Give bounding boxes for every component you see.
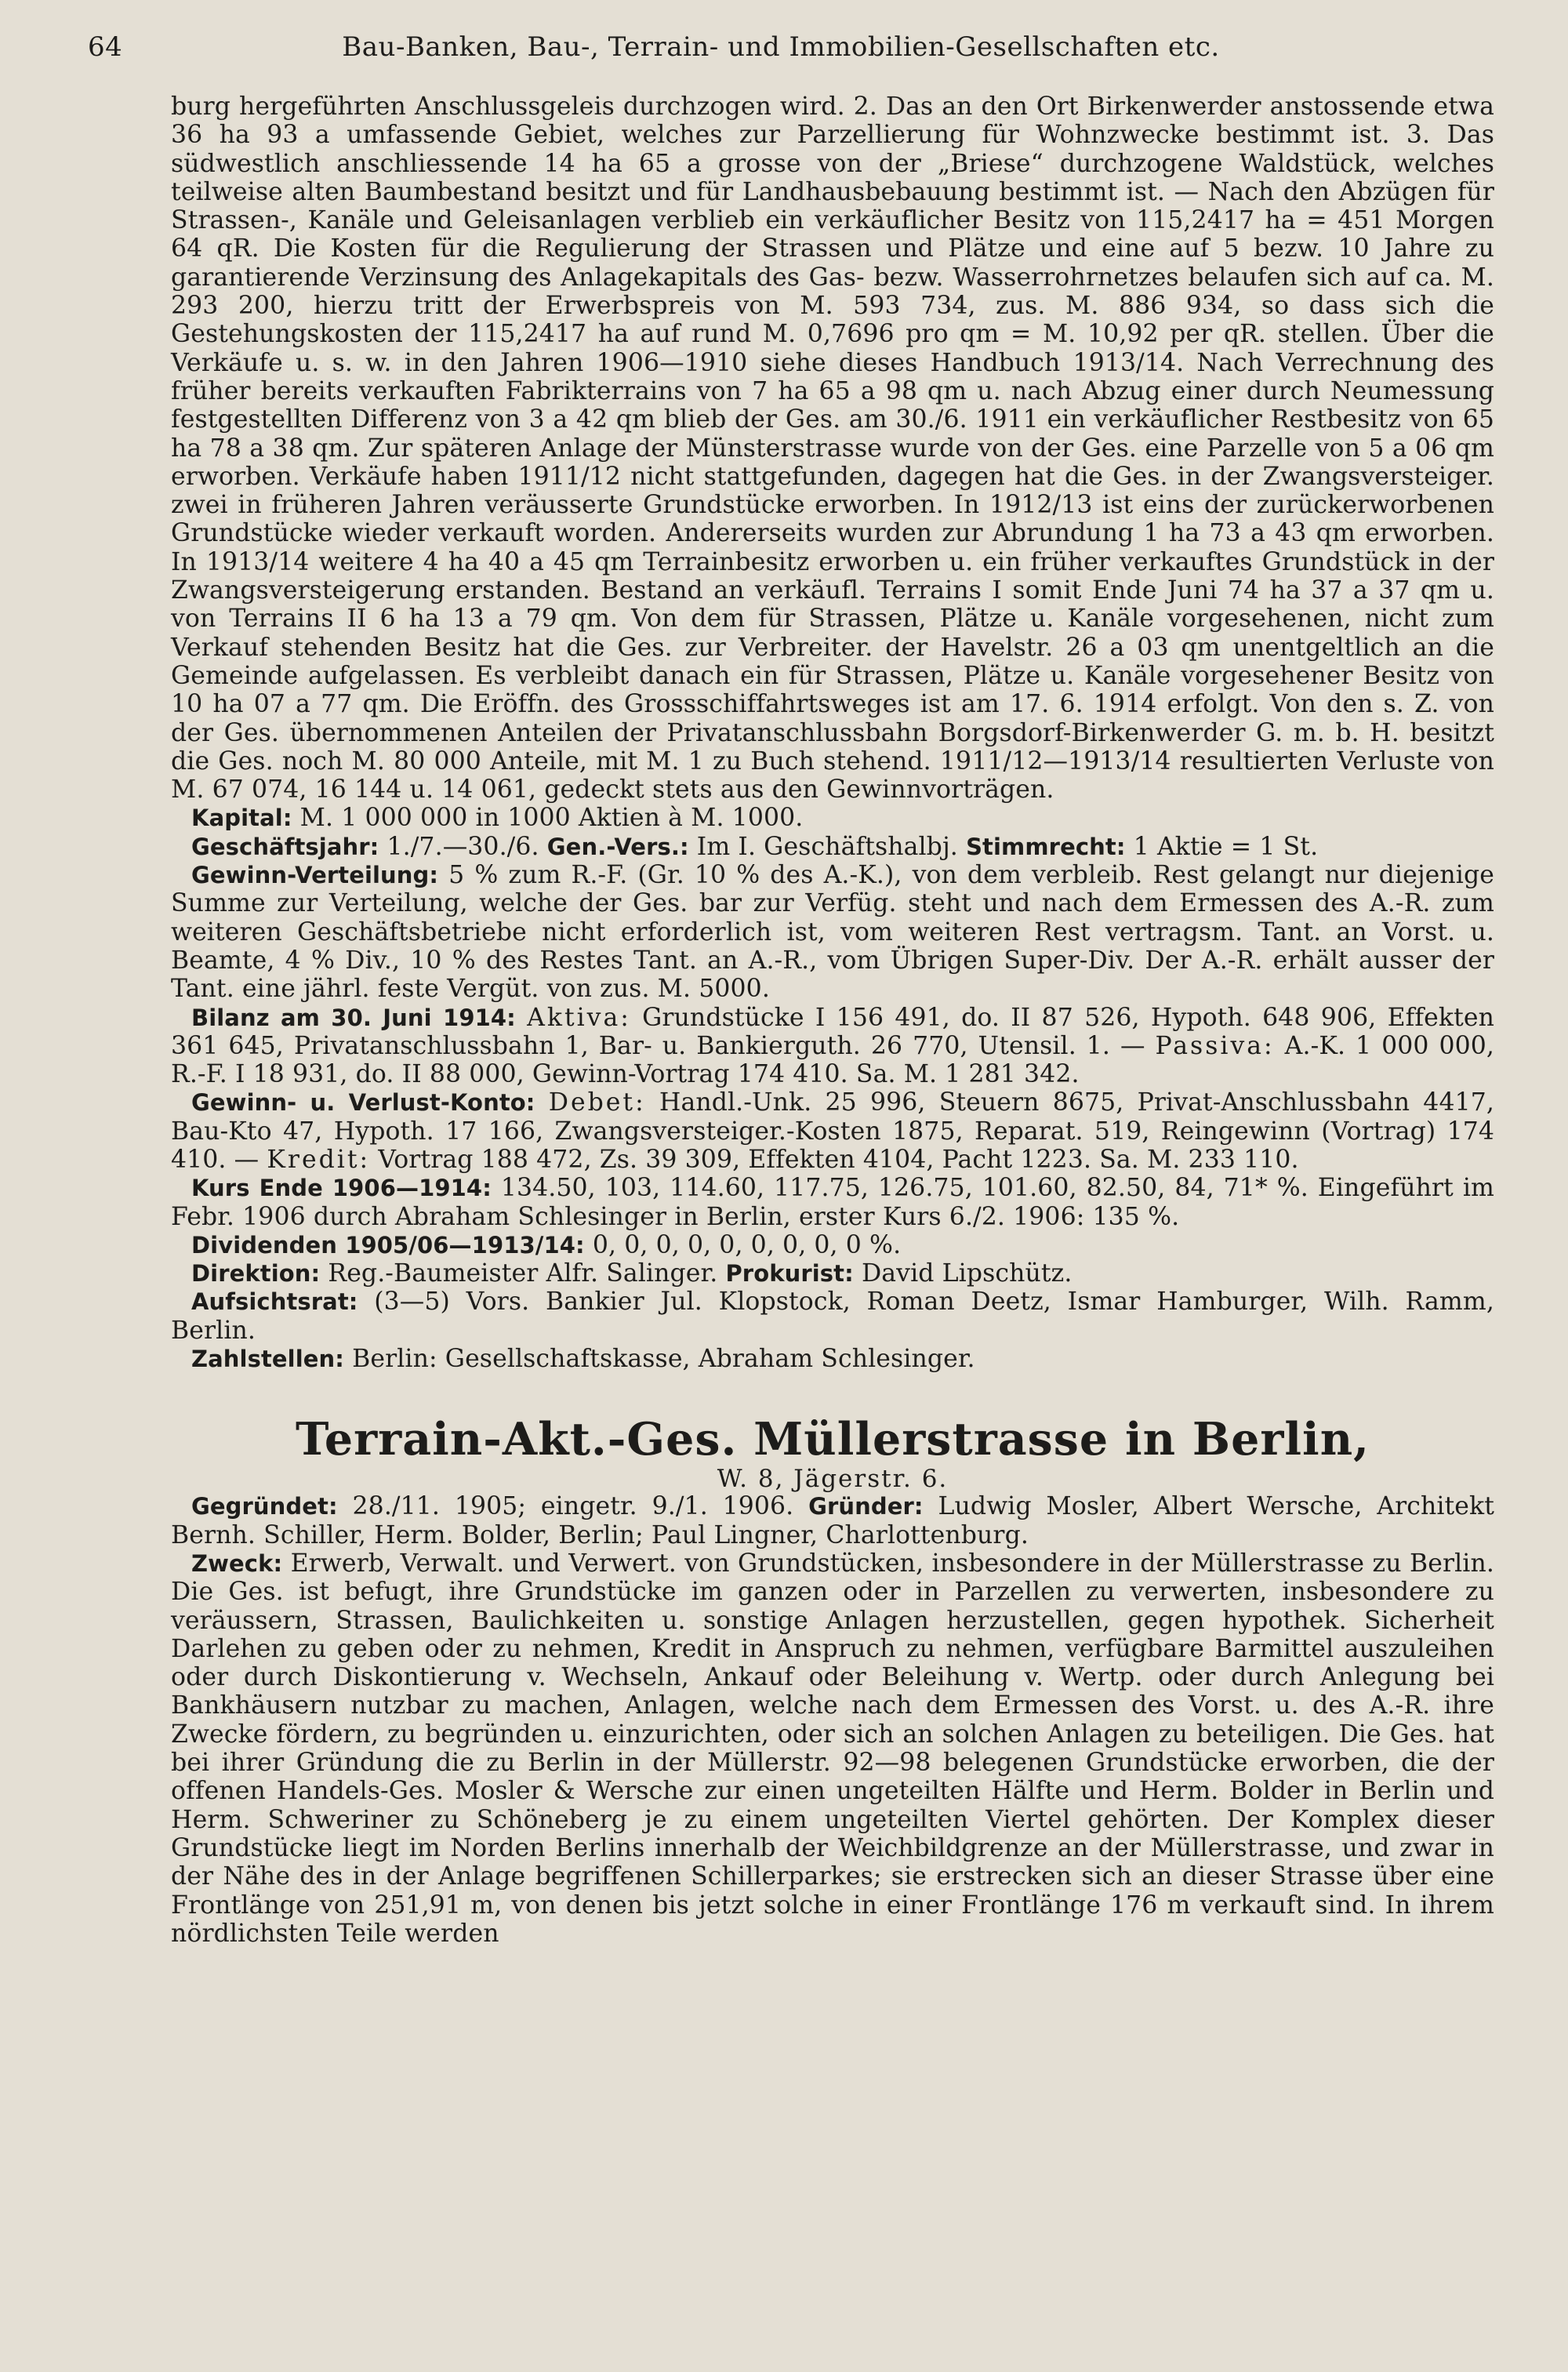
direktion-label: Direktion:: [191, 1260, 321, 1288]
bilanz-entry: [171, 1004, 1494, 1089]
dividenden-text: 0, 0, 0, 0, 0, 0, 0, 0, 0 %.: [592, 1230, 902, 1259]
gewinn-verteilung-text: 5 % zum R.-F. (Gr. 10 % des A.-K.), von dem verbleib. Rest gelangt nur diejenige Summe zur Verteilung, welche der Ges. bar zur Verfüg. steht und nach dem Ermessen des A.-R. zum weiteren Geschäftsbetriebe nicht erforderlich ist, vom weiteren Rest vertragsm. Tant. an Vorst. u. Beamte, 4 % Div., 10 % des Restes Tant. an A.-R., vom Übrigen Super-Div. Der A.-R. erhält ausser der Tant. eine jährl. feste Vergüt. von zus. M. 5000.: [171, 861, 1494, 1004]
zweck-label: Zweck:: [191, 1549, 283, 1577]
bilanz-aktiva-text: Grundstücke I 156 491, do. II 87 526, Hypoth. 648 906, Effekten 361 645, Privatanschlussbahn 1, Bar- u. Bankierguth. 26 770, Utensil. 1. —: [171, 1003, 1495, 1060]
gegruendet-entry: [171, 1492, 1494, 1549]
zahlstellen-text: Berlin: Gesellschaftskasse, Abraham Schlesinger.: [352, 1345, 975, 1374]
page-header: [88, 31, 1474, 71]
page-body: [171, 93, 1494, 1948]
geschaeftsjahr-text: 1./7.—30./6.: [387, 832, 539, 861]
company-title: Terrain-Akt.-Ges. Müllerstrasse in Berlin,: [296, 1413, 1370, 1466]
stimmrecht-text: 1 Aktie = 1 St.: [1133, 832, 1319, 861]
gegruendet-text: 28./11. 1905; eingetr. 9./1. 1906.: [352, 1492, 794, 1521]
passiva-word: Passiva:: [1155, 1031, 1275, 1060]
genvers-label: Gen.-Vers.:: [546, 833, 689, 860]
aktiva-word: Aktiva:: [527, 1003, 631, 1032]
page-number: 64: [88, 31, 123, 63]
aufsichtsrat-text: (3—5) Vors. Bankier Jul. Klopstock, Roman Deetz, Ismar Hamburger, Wilh. Ramm, Berlin.: [171, 1288, 1494, 1345]
bilanz-label: Bilanz am 30. Juni 1914:: [191, 1004, 516, 1031]
terrain-description: [171, 93, 1494, 804]
prokurist-label: Prokurist:: [725, 1260, 854, 1288]
guv-debet-text: Handl.-Unk. 25 996, Steuern 8675, Privat-Anschlussbahn 4417, Bau-Kto 47, Hypoth. 17 166, Zwangsversteiger.-Kosten 1875, Reparat. 519, Reingewinn (Vortrag) 174 410. —: [171, 1088, 1494, 1174]
kurs-entry: [171, 1174, 1494, 1231]
kurs-label: Kurs Ende 1906—1914:: [191, 1175, 492, 1202]
kapital-text: M. 1 000 000 in 1000 Aktien à M. 1000.: [299, 804, 804, 833]
geschaeftsjahr-label: Geschäftsjahr:: [191, 833, 379, 860]
gruender-text: Ludwig Mosler, Albert Wersche, Architekt Bernh. Schiller, Herm. Bolder, Berlin; Paul Lingner, Charlottenburg.: [171, 1492, 1494, 1549]
direktion-text: Reg.-Baumeister Alfr. Salinger.: [328, 1259, 718, 1288]
zweck-text: Erwerb, Verwalt. und Verwert. von Grundstücken, insbesondere in der Müllerstrasse zu Berlin. Die Ges. ist befugt, ihre Grundstücke im ganzen oder in Parzellen zu verwerten, insbesondere zu veräussern, Strassen, Baulichkeiten u. sonstige Anlagen herzustellen, gegen hypothek. Sicherheit Darlehen zu geben oder zu nehmen, Kredit in Anspruch zu nehmen, verfügbare Barmittel auszuleihen oder durch Diskontierung v. Wechseln, Ankauf oder Beleihung v. Wertp. oder durch Anlegung bei Bankhäusern nutzbar zu machen, Anlagen, welche nach dem Ermessen des Vorst. u. des A.-R. ihre Zwecke fördern, zu begründen u. einzurichten, oder sich an solchen Anlagen zu beteiligen. Die Ges. hat bei ihrer Gründung die zu Berlin in der Müllerstr. 92—98 belegenen Grundstücke erworben, die der offenen Handels-Ges. Mosler & Wersche zur einen ungeteilten Hälfte und Herm. Bolder in Berlin und Herm. Schweriner zu Schöneberg je zu einem ungeteilten Viertel gehörten. Der Komplex dieser Grundstücke liegt im Norden Berlins innerhalb der Weichbildgrenze an der Müllerstrasse, und zwar in der Nähe des in der Anlage begriffenen Schillerparkes; sie erstrecken sich an dieser Strasse über eine Frontlänge von 251,91 m, von denen bis jetzt solche in einer Frontlänge 176 m verkauft sind. In ihrem nördlichsten Teile werden: [171, 1549, 1494, 1948]
kapital-entry: [171, 804, 1494, 832]
gewinn-verteilung-entry: [171, 861, 1494, 1003]
bilanz-passiva-text: A.-K. 1 000 000, R.-F. I 18 931, do. II 88 000, Gewinn-Vortrag 174 410. Sa. M. 1 281 342.: [171, 1031, 1494, 1089]
guv-label: Gewinn- u. Verlust-Konto:: [191, 1089, 535, 1117]
kredit-word: Kredit:: [267, 1145, 371, 1174]
aufsichtsrat-label: Aufsichtsrat:: [191, 1288, 358, 1316]
address-prefix: W. 8,: [717, 1465, 785, 1494]
zweck-entry: [171, 1549, 1494, 1948]
aufsichtsrat-entry: [171, 1288, 1494, 1345]
debet-word: Debet:: [548, 1088, 646, 1117]
guv-entry: [171, 1088, 1494, 1174]
dividenden-label: Dividenden 1905/06—1913/14:: [191, 1231, 585, 1259]
company-address: [171, 1466, 1494, 1492]
direktion-entry: [171, 1259, 1494, 1288]
gegruendet-label: Gegründet:: [191, 1493, 338, 1520]
kapital-label: Kapital:: [191, 805, 292, 832]
stimmrecht-label: Stimmrecht:: [966, 833, 1126, 860]
prokurist-text: David Lipschütz.: [861, 1259, 1073, 1288]
address-street: Jägerstr. 6.: [793, 1465, 949, 1494]
zahlstellen-entry: [171, 1345, 1494, 1373]
kurs-text: 134.50, 103, 114.60, 117.75, 126.75, 101.60, 82.50, 84, 71* %. Eingeführt im Febr. 1906 durch Abraham Schlesinger in Berlin, erster Kurs 6./2. 1906: 135 %.: [171, 1174, 1494, 1231]
geschaeftsjahr-entry: [171, 833, 1494, 861]
terrain-description-text: burg hergeführten Anschlussgeleis durchzogen wird. 2. Das an den Ort Birkenwerder anstossende etwa 36 ha 93 a umfassende Gebiet, welches zur Parzellierung für Wohnzwecke bestimmt ist. 3. Das südwestlich anschliessende 14 ha 65 a grosse von der „Briese“ durchzogene Waldstück, welches teilweise alten Baumbestand besitzt und für Landhausbebauung bestimmt ist. — Nach den Abzügen für Strassen-, Kanäle und Geleisanlagen verblieb ein verkäuflicher Besitz von 115,2417 ha = 451 Morgen 64 qR. Die Kosten für die Regulierung der Strassen und Plätze und eine auf 5 bezw. 10 Jahre zu garantierende Verzinsung des Anlagekapitals des Gas- bezw. Wasserrohrnetzes belaufen sich auf ca. M. 293 200, hierzu tritt der Erwerbspreis von M. 593 734, zus. M. 886 934, so dass sich die Gestehungskosten der 115,2417 ha auf rund M. 0,7696 pro qm = M. 10,92 per qR. stellen. Über die Verkäufe u. s. w. in den Jahren 1906—1910 siehe dieses Handbuch 1913/14. Nach Verrechnung des früher bereits verkauften Fabrikterrains von 7 ha 65 a 98 qm u. nach Abzug einer durch Neumessung festgestellten Differenz von 3 a 42 qm blieb der Ges. am 30./6. 1911 ein verkäuflicher Restbesitz von 65 ha 78 a 38 qm. Zur späteren Anlage der Münsterstrasse wurde von der Ges. eine Parzelle von 5 a 06 qm erworben. Verkäufe haben 1911/12 nicht stattgefunden, dagegen hat die Ges. in der Zwangsversteiger. zwei in früheren Jahren veräusserte Grundstücke erworben. In 1912/13 ist eins der zurückerworbenen Grundstücke wieder verkauft worden. Andererseits wurden zur Abrundung 1 ha 73 a 43 qm erworben. In 1913/14 weitere 4 ha 40 a 45 qm Terrainbesitz erworben u. ein früher verkauftes Grundstück in der Zwangsversteigerung erstanden. Bestand an verkäufl. Terrains I somit Ende Juni 74 ha 37 a 37 qm u. von Terrains II 6 ha 13 a 79 qm. Von dem für Strassen, Plätze u. Kanäle vorgesehenen, nicht zum Verkauf stehenden Besitz hat die Ges. zur Verbreiter. der Havelstr. 26 a 03 qm unentgeltlich an die Gemeinde aufgelassen. Es verbleibt danach ein für Strassen, Plätze u. Kanäle vorgesehener Besitz von 10 ha 07 a 77 qm. Die Eröffn. des Grossschiffahrtsweges ist am 17. 6. 1914 erfolgt. Von den s. Z. von der Ges. übernommenen Anteilen der Privatanschlussbahn Borgsdorf-Birkenwerder G. m. b. H. besitzt die Ges. noch M. 80 000 Anteile, mit M. 1 zu Buch stehend. 1911/12—1913/14 resultierten Verluste von M. 67 074, 16 144 u. 14 061, gedeckt stets aus den Gewinnvorträgen.: [171, 93, 1494, 805]
zahlstellen-label: Zahlstellen:: [191, 1346, 344, 1373]
gruender-label: Gründer:: [808, 1493, 924, 1520]
gewinn-verteilung-label: Gewinn-Verteilung:: [191, 862, 439, 889]
genvers-text: Im I. Geschäftshalbj.: [696, 832, 958, 861]
running-title: Bau-Banken, Bau-, Terrain- und Immobilien-Gesellschaften etc.: [342, 31, 1220, 63]
guv-kredit-text: Vortrag 188 472, Zs. 39 309, Effekten 4104, Pacht 1223. Sa. M. 233 110.: [378, 1145, 1299, 1174]
dividenden-entry: [171, 1231, 1494, 1259]
